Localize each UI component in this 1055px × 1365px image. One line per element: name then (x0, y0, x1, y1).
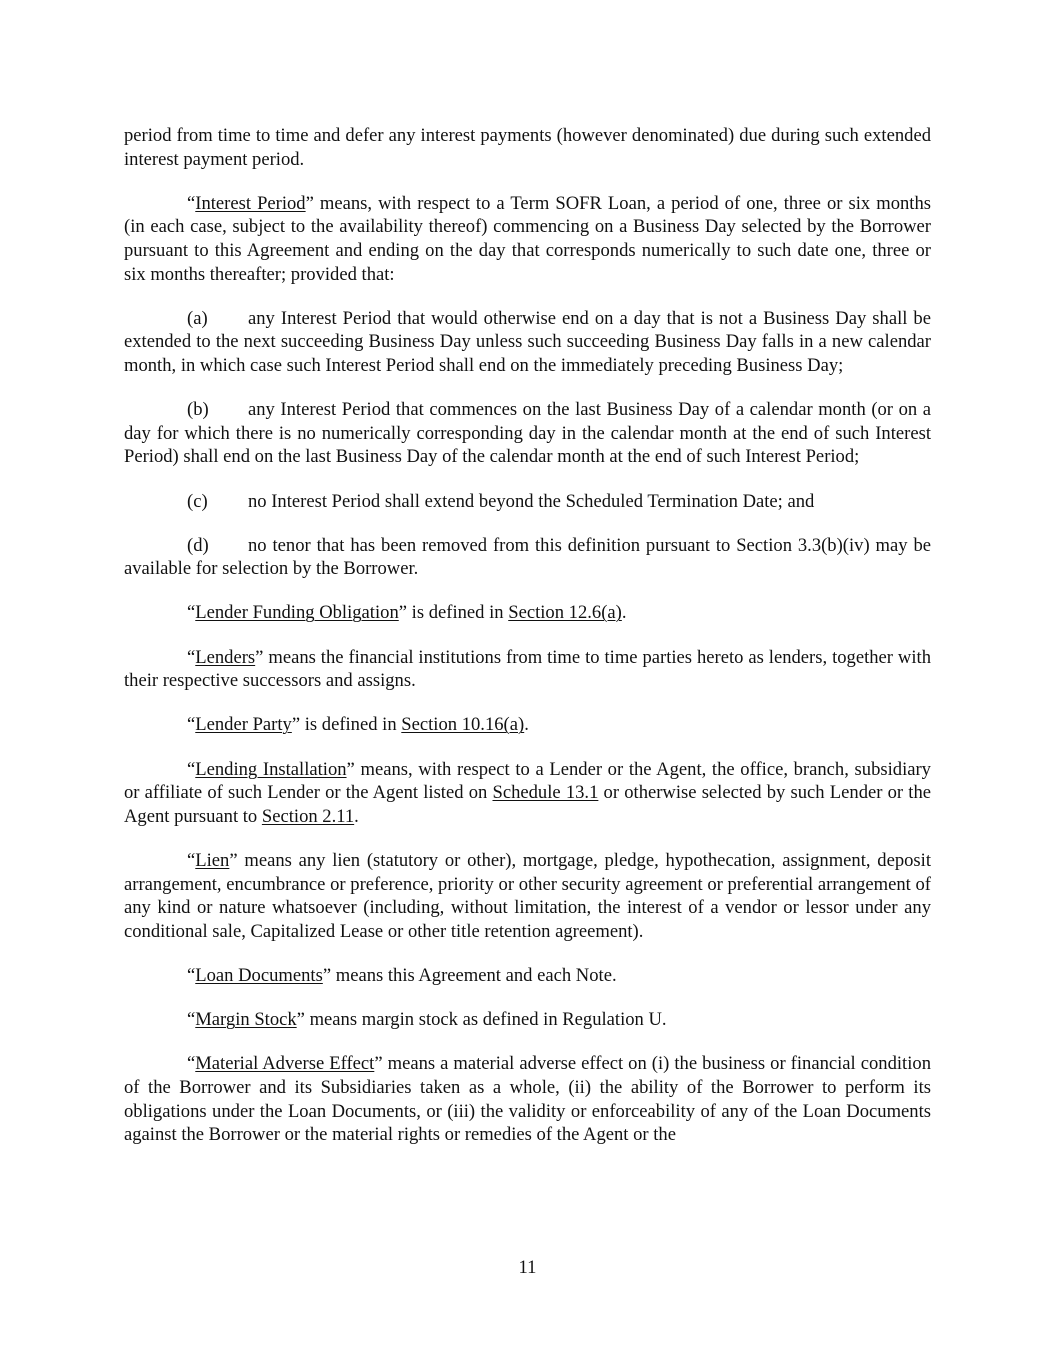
defined-term: Margin Stock (195, 1009, 297, 1031)
clause-label: (a) (187, 307, 208, 329)
section-reference: Section 2.11 (261, 805, 355, 827)
defined-term: Interest Period (195, 192, 306, 214)
definition-text: is defined in (407, 602, 509, 624)
clause-label: (d) (187, 534, 209, 556)
section-reference: Section 12.6(a) (508, 602, 622, 624)
schedule-reference: Schedule 13.1 (492, 782, 599, 804)
defined-term: Loan Documents (195, 964, 323, 986)
definition-material-adverse-effect: “Material Adverse Effect” means a material adverse effect on (i) the business or financial condition of the Borrower and its Subsidiaries taken as a whole, (ii) the ability of the Borrower to perform its obligations under the Loan Documents, or (iii) the validity or enforceability of any of the Loan Documents against the Borrower or the material rights or remedies of the Agent or the (124, 1053, 931, 1146)
clause-text: any Interest Period that would otherwise end on a day that is not a Business Day shall be extended to the next succeeding Business Day unless such succeeding Business Day falls in a new calendar month, in which case such Interest Period shall end on the immediately preceding Business Day; (124, 307, 931, 376)
definition-interest-period: “Interest Period” means, with respect to a Term SOFR Loan, a period of one, three or six months (in each case, subject to the availability thereof) commencing on a Business Day selected by the Borrower pursuant to this Agreement and ending on the day that corresponds numerically to such date one, three or six months thereafter; provided that: (124, 192, 931, 285)
page-number: 11 (518, 1257, 537, 1278)
clause-label: (c) (187, 490, 208, 512)
clause-b (124, 398, 931, 469)
defined-term: Material Adverse Effect (195, 1053, 375, 1075)
definition-text: means a material adverse effect on (i) the business or financial condition of the Borrower and its Subsidiaries taken as a whole, (ii) the ability of the Borrower to perform its obligations under the Loan Documents, or (iii) the validity or enforceability of any of the Loan Documents against the Borrower or the material rights or remedies of the Agent or the (124, 1053, 931, 1146)
definition-text: or otherwise selected by such Lender or the Agent pursuant to (124, 782, 932, 827)
clause-d (124, 534, 931, 581)
definition-text: . (354, 805, 359, 827)
definition-text: means, with respect to a Term SOFR Loan, a period of one, three or six months (in each case, subject to the availability thereof) commencing on a Business Day selected by the Borrower pursuant to this Agreement and ending on the day that corresponds numerically to such date one, three or six months thereafter; provided that: (124, 192, 931, 285)
clause-text: no Interest Period shall extend beyond the Scheduled Termination Date; and (248, 490, 815, 512)
defined-term: Lenders (195, 646, 256, 668)
clause-a (124, 307, 931, 378)
definition-text: means the financial institutions from time to time parties hereto as lenders, together with their respective successors and assigns. (124, 646, 931, 692)
defined-term: Lender Funding Obligation (195, 602, 399, 624)
definition-text: . (524, 714, 529, 736)
definition-lender-funding-obligation: “Lender Funding Obligation” is defined in Section 12.6(a). (187, 602, 627, 624)
definition-text: means, with respect to a Lender or the Agent, the office, branch, subsidiary or affiliate of such Lender or the Agent listed on (124, 758, 931, 804)
definition-margin-stock: “Margin Stock” means margin stock as defined in Regulation U. (187, 1009, 667, 1031)
document-body (124, 124, 931, 1167)
defined-term: Lender Party (195, 714, 292, 736)
definition-text: . (621, 602, 627, 624)
definition-text: means any lien (statutory or other), mortgage, pledge, hypothecation, assignment, deposit arrangement, encumbrance or preference, priority or other security agreement or preferential arrangement of any kind or nature whatsoever (including, without limitation, the interest of a vendor or lessor under any conditional sale, Capitalized Lease or other title retention agreement). (124, 850, 931, 942)
paragraph-text: period from time to time and defer any interest payments (however denominated) due during such extended interest payment period. (124, 125, 931, 170)
definition-lenders: “Lenders” means the financial institutions from time to time parties hereto as lenders, together with their respective successors and assigns. (124, 646, 931, 692)
definition-loan-documents: “Loan Documents” means this Agreement and each Note. (187, 964, 617, 986)
clause-text: no tenor that has been removed from this definition pursuant to Section 3.3(b)(iv) may be available for selection by the Borrower. (124, 534, 931, 580)
paragraph-continuation (124, 124, 931, 171)
definition-text: means this Agreement and each Note. (331, 964, 617, 986)
definition-lender-party: “Lender Party” is defined in Section 10.16(a). (187, 714, 529, 736)
defined-term: Lien (195, 850, 230, 871)
definition-text: means margin stock as defined in Regulation U. (304, 1009, 667, 1031)
definition-lending-installation: “Lending Installation” means, with respect to a Lender or the Agent, the office, branch, subsidiary or affiliate of such Lender or the Agent listed on Schedule 13.1 or otherwise selected by such Lender or the Agent pursuant to Section 2.11. (124, 758, 932, 827)
clause-c (124, 490, 931, 514)
defined-term: Lending Installation (195, 758, 347, 780)
definition-lien: “Lien” means any lien (statutory or other), mortgage, pledge, hypothecation, assignment, deposit arrangement, encumbrance or preference, priority or other security agreement or preferential arrangement of any kind or nature whatsoever (including, without limitation, the interest of a vendor or lessor under any conditional sale, Capitalized Lease or other title retention agreement). (124, 850, 931, 942)
section-reference: Section 10.16(a) (401, 714, 525, 736)
definition-text: is defined in (300, 714, 402, 736)
clause-label: (b) (187, 399, 209, 421)
clause-text: any Interest Period that commences on the last Business Day of a calendar month (or on a day for which there is no numerically corresponding day in the calendar month at the end of such Interest Period) shall end on the last Business Day of the calendar month at the end of such Interest Period; (124, 399, 931, 468)
